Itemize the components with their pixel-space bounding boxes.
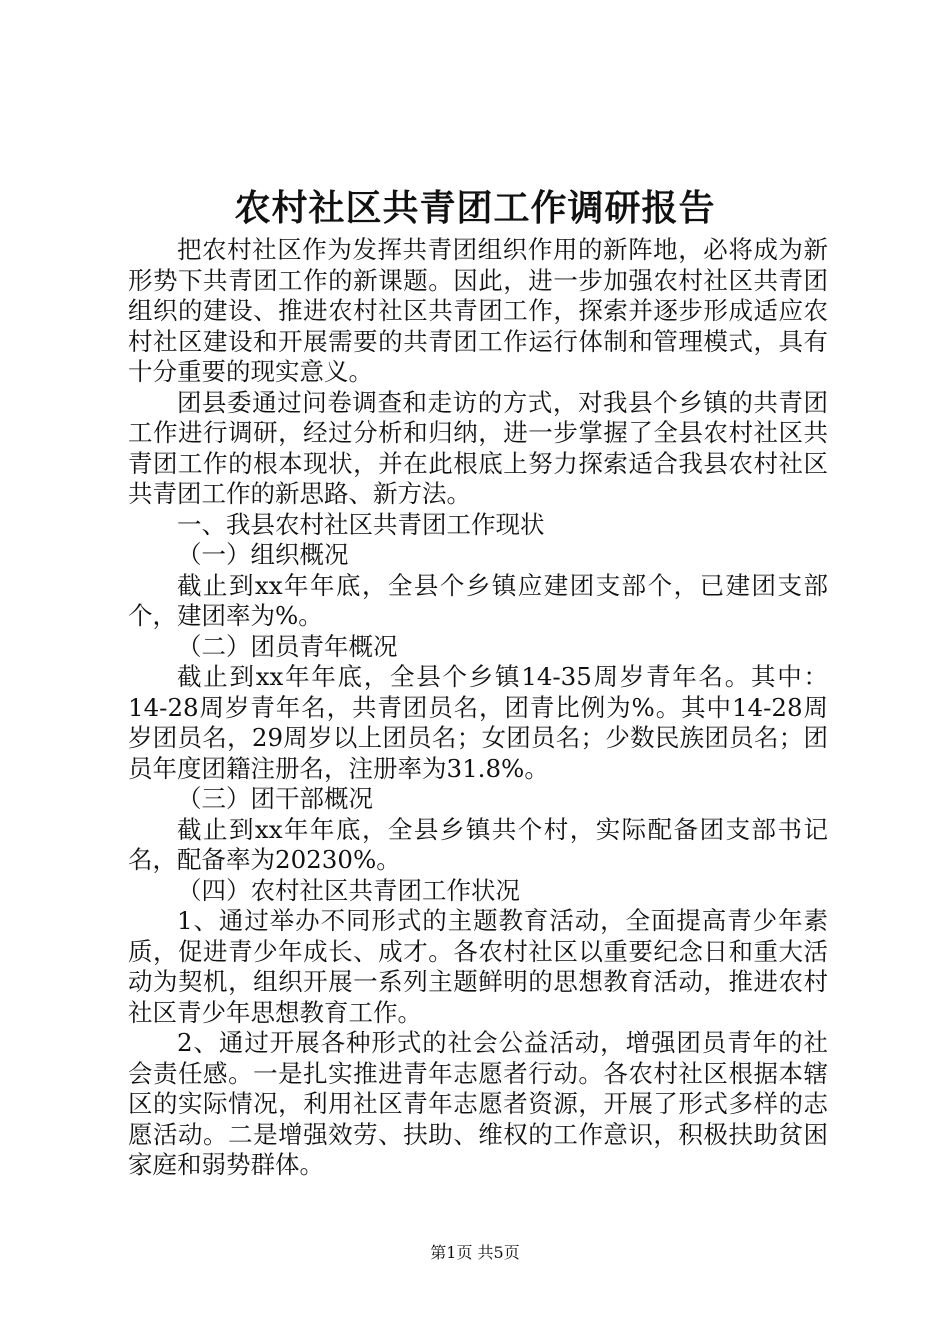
subsection-heading: （二）团员青年概况 bbox=[177, 631, 398, 661]
document-title: 农村社区共青团工作调研报告 bbox=[234, 187, 716, 229]
page-footer: 第1页 共5页 bbox=[430, 1243, 520, 1262]
paragraph: 截止到xx年年底，全县个乡镇14-35周岁青年名。其中：14-28周岁青年名，共青团员名，团青比例为%。其中14-28周岁团员名，29周岁以上团员名；女团员名；少数民族团员名；团员年度团籍注册名，注册率为31.8%。 bbox=[128, 662, 828, 783]
subsection-heading: （三）团干部概况 bbox=[177, 784, 373, 813]
paragraph: 把农村社区作为发挥共青团组织作用的新阵地，必将成为新形势下共青团工作的新课题。因此，进一步加强农村社区共青团组织的建设、推进农村社区共青团工作，探索并逐步形成适应农村社区建设和开展需要的共青团工作运行体制和管理模式，具有十分重要的现实意义。 bbox=[128, 235, 828, 386]
paragraph: 截止到xx年年底，全县个乡镇应建团支部个，已建团支部个，建团率为%。 bbox=[128, 570, 828, 630]
subsection-heading: （四）农村社区共青团工作状况 bbox=[177, 875, 520, 905]
subsection-heading: （一）组织概况 bbox=[177, 540, 349, 569]
paragraph: 1、通过举办不同形式的主题教育活动，全面提高青少年素质，促进青少年成长、成才。各农村社区以重要纪念日和重大活动为契机，组织开展一系列主题鲜明的思想教育活动，推进农村社区青少年思想教育工作。 bbox=[128, 906, 828, 1027]
paragraph: 截止到xx年年底，全县乡镇共个村，实际配备团支部书记名，配备率为20230%。 bbox=[128, 814, 828, 874]
document-body bbox=[128, 235, 828, 1181]
section-heading: 一、我县农村社区共青团工作现状 bbox=[177, 509, 545, 539]
paragraph: 团县委通过问卷调查和走访的方式，对我县个乡镇的共青团工作进行调研，经过分析和归纳，进一步掌握了全县农村社区共青团工作的根本现状，并在此根底上努力探索适合我县农村社区共青团工作的新思路、新方法。 bbox=[128, 387, 828, 508]
paragraph: 2、通过开展各种形式的社会公益活动，增强团员青年的社会责任感。一是扎实推进青年志愿者行动。各农村社区根据本辖区的实际情况，利用社区青年志愿者资源，开展了形式多样的志愿活动。二是增强效劳、扶助、维权的工作意识，积极扶助贫困家庭和弱势群体。 bbox=[128, 1028, 828, 1179]
